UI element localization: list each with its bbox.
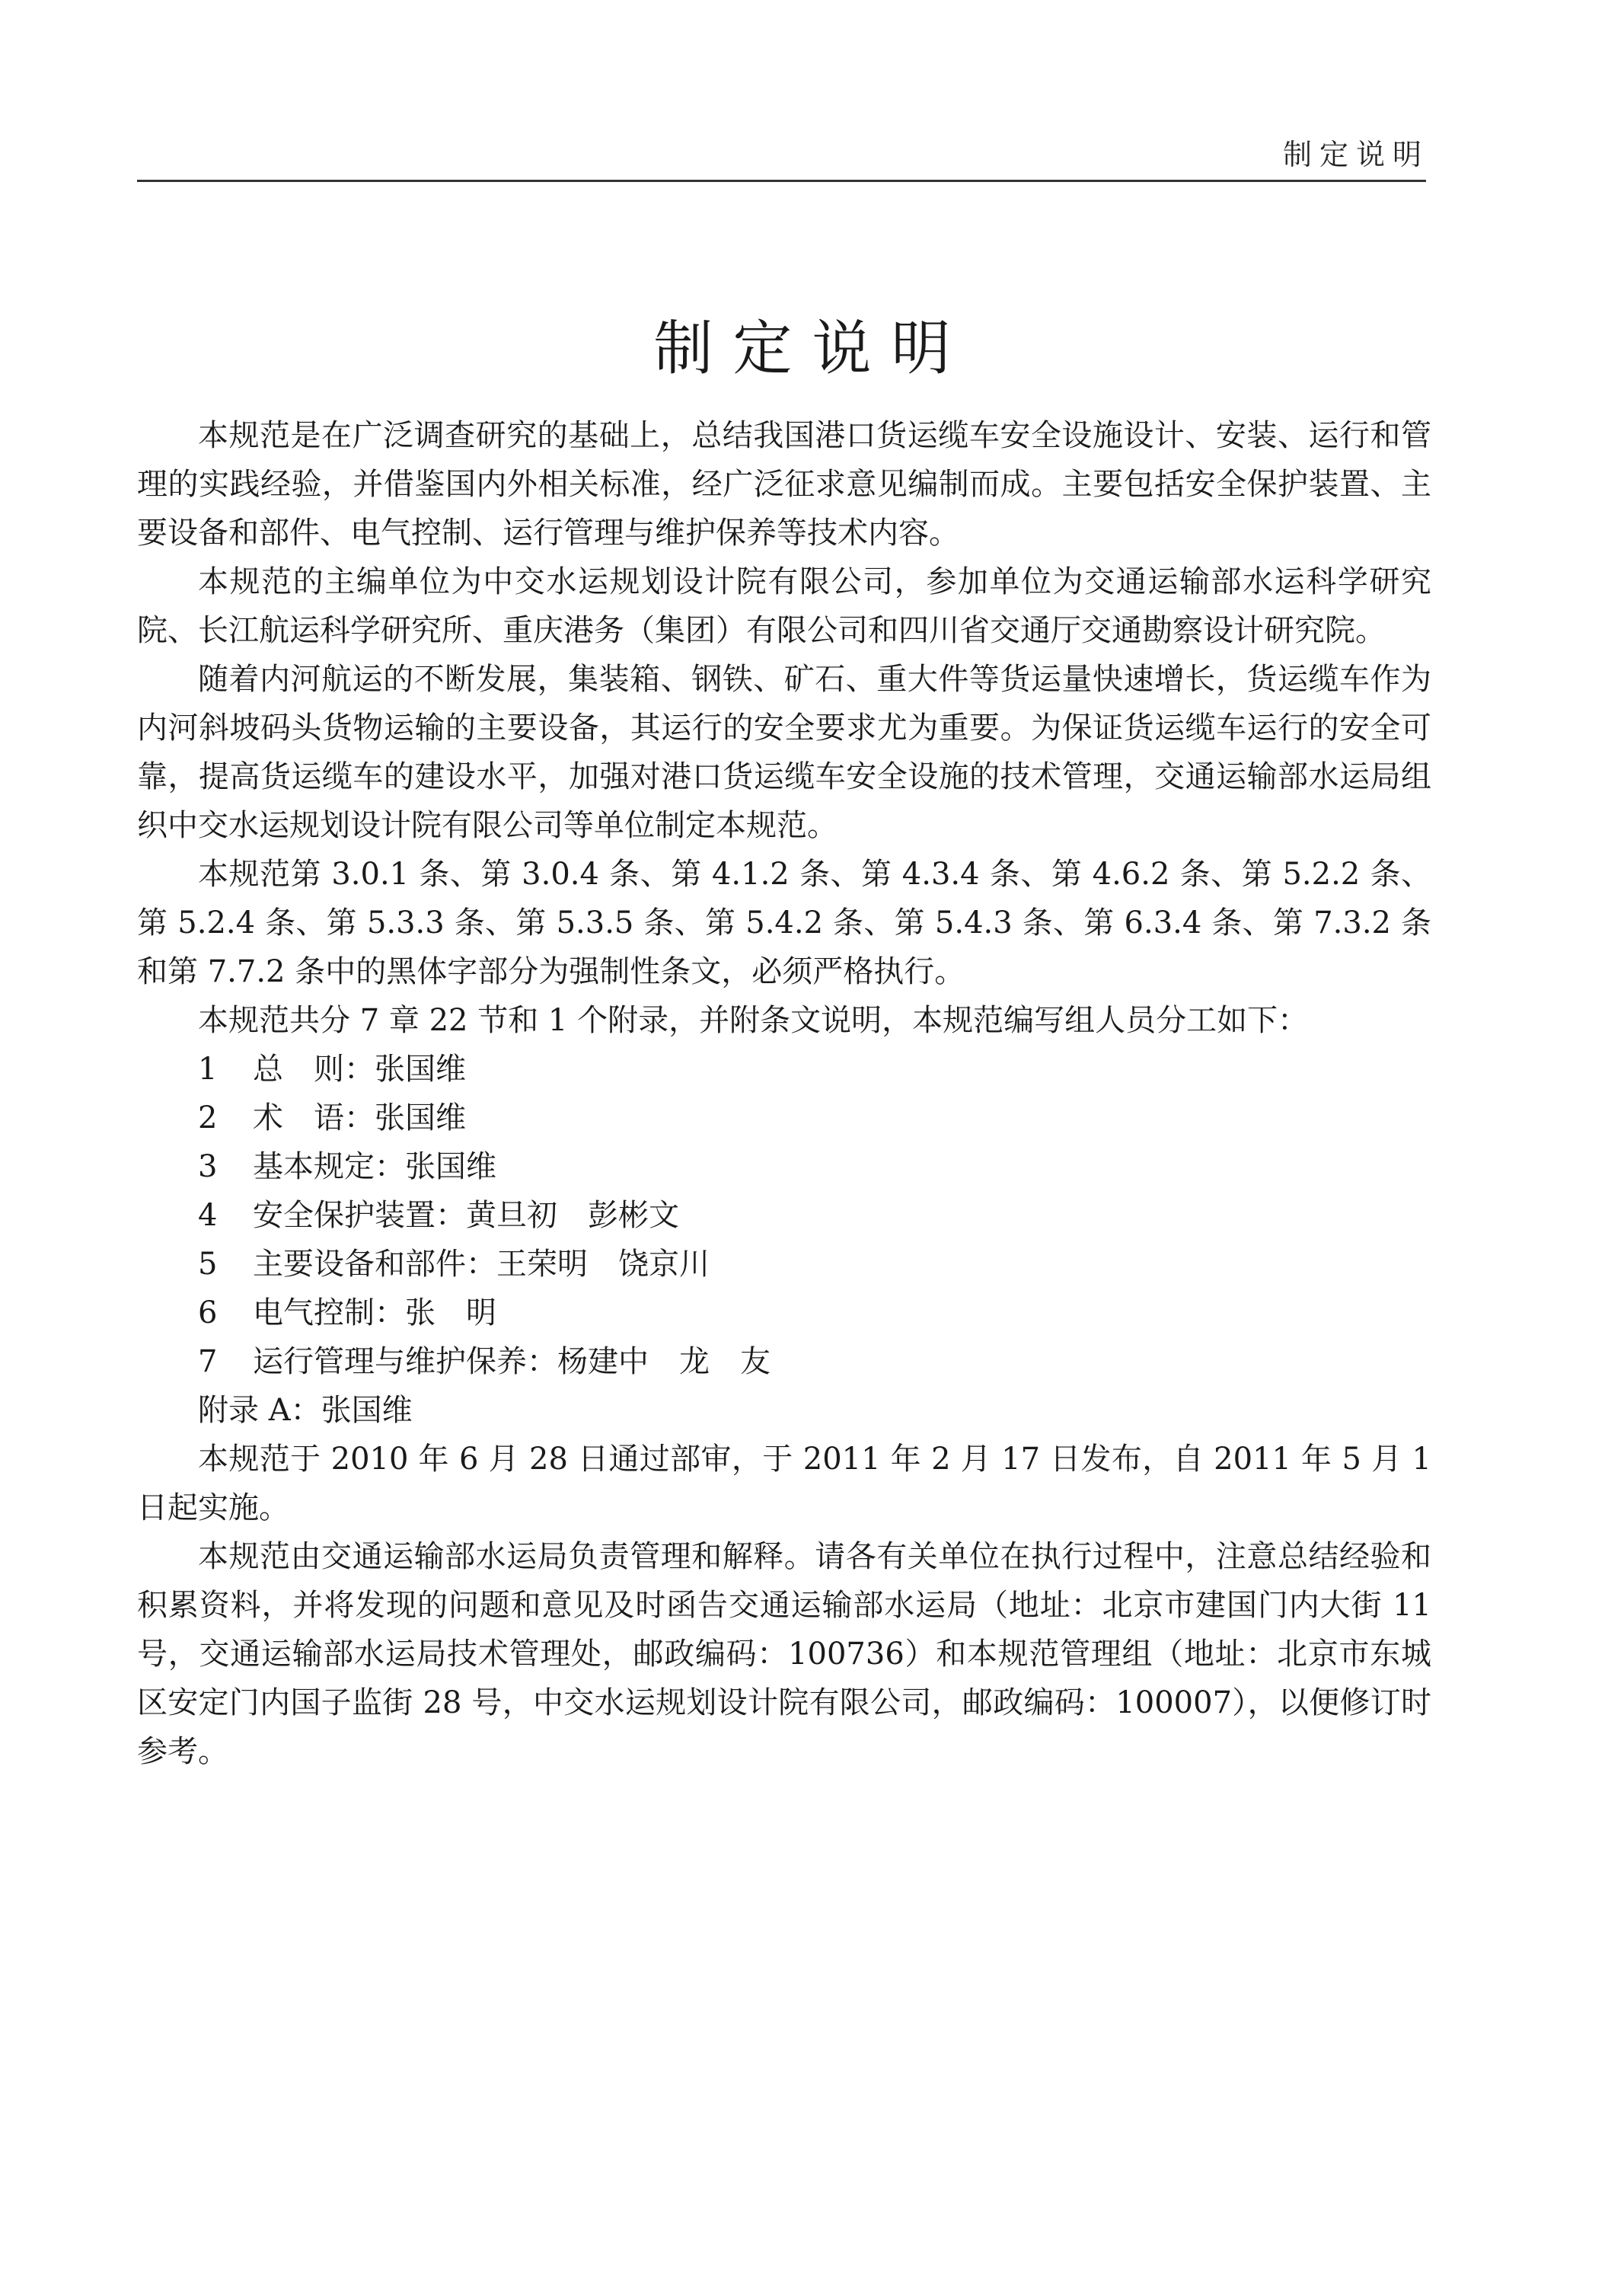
assignment-item (137, 1191, 1431, 1240)
paragraph-structure: 本规范共分 7 章 22 节和 1 个附录，并附条文说明，本规范编写组人员分工如下： (198, 1003, 1309, 1038)
assignment-number: 4 (198, 1198, 218, 1233)
paragraph-dates: 本规范于 2010 年 6 月 28 日通过部审，于 2011 年 2 月 17 日发布，自 2011 年 5 月 1 日起实施。 (137, 1442, 1431, 1525)
assignment-number: 3 (198, 1149, 218, 1184)
assignment-item (137, 1142, 1431, 1191)
assignment-text: 基本规定：张国维 (253, 1149, 496, 1184)
page-title: 制定说明 (653, 315, 971, 383)
assignment-item (137, 1337, 1431, 1386)
paragraph-background: 随着内河航运的不断发展，集装箱、钢铁、矿石、重大件等货运量快速增长，货运缆车作为内河斜坡码头货物运输的主要设备，其运行的安全要求尤为重要。为保证货运缆车运行的安全可靠，提高货运缆车的建设水平，加强对港口货运缆车安全设施的技术管理，交通运输部水运局组织中交水运规划设计院有限公司等单位制定本规范。 (137, 662, 1431, 843)
assignment-text: 主要设备和部件：王荣明 饶京川 (253, 1247, 710, 1282)
assignment-text: 术 语：张国维 (253, 1100, 466, 1135)
assignment-text: 电气控制：张 明 (253, 1295, 496, 1330)
paragraph-contact: 本规范由交通运输部水运局负责管理和解释。请各有关单位在执行过程中，注意总结经验和积累资料，并将发现的问题和意见及时函告交通运输部水运局（地址：北京市建国门内大街 11 号，交通运输部水运局技术管理处，邮政编码：100736）和本规范管理组（地址：北京市东城区安定门内国子监街 28 号，中交水运规划设计院有限公司，邮政编码：100007），以便修订时参考。 (137, 1539, 1431, 1769)
assignment-text: 运行管理与维护保养：杨建中 龙 友 (253, 1344, 771, 1379)
assignment-text: 安全保护装置：黄旦初 彭彬文 (253, 1198, 679, 1233)
assignment-item (137, 1094, 1431, 1142)
assignment-item (137, 1045, 1431, 1094)
assignment-number: 1 (198, 1052, 218, 1087)
assignment-item (137, 1289, 1431, 1337)
header-rule (137, 180, 1426, 182)
assignment-number: 5 (198, 1247, 218, 1282)
assignment-text: 总 则：张国维 (253, 1052, 466, 1087)
body-text (137, 411, 1431, 1776)
running-header: 制定说明 (1282, 138, 1429, 171)
assignment-number: 2 (198, 1100, 218, 1135)
appendix-assignment: 附录 A：张国维 (198, 1393, 413, 1428)
assignment-number: 7 (198, 1344, 218, 1379)
assignment-item (137, 1240, 1431, 1289)
paragraph-scope: 本规范是在广泛调查研究的基础上，总结我国港口货运缆车安全设施设计、安装、运行和管理的实践经验，并借鉴国内外相关标准，经广泛征求意见编制而成。主要包括安全保护装置、主要设备和部件、电气控制、运行管理与维护保养等技术内容。 (137, 418, 1431, 551)
assignment-number: 6 (198, 1295, 218, 1330)
paragraph-mandatory-clauses: 本规范第 3.0.1 条、第 3.0.4 条、第 4.1.2 条、第 4.3.4 条、第 4.6.2 条、第 5.2.2 条、第 5.2.4 条、第 5.3.3 条、第 5.3.5 条、第 5.4.2 条、第 5.4.3 条、第 6.3.4 条、第 7.3.2 条和第 7.7.2 条中的黑体字部分为强制性条文，必须严格执行。 (137, 857, 1431, 989)
paragraph-editors: 本规范的主编单位为中交水运规划设计院有限公司，参加单位为交通运输部水运科学研究院、长江航运科学研究所、重庆港务（集团）有限公司和四川省交通厅交通勘察设计研究院。 (137, 564, 1431, 648)
